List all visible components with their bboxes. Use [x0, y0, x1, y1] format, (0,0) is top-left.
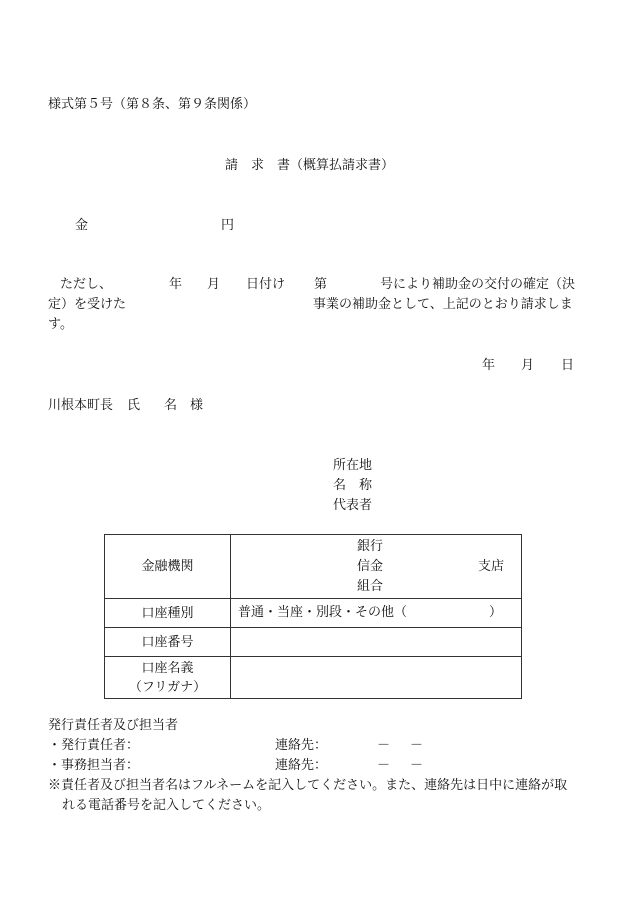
body-ref: 号により補助金の交付の確定（決	[380, 277, 576, 292]
account-name-label-cell	[105, 657, 231, 699]
staff-dash-2: －	[410, 758, 424, 773]
document-title: 請 求 書（概算払請求書）	[225, 158, 395, 173]
body-dai: 第	[314, 277, 328, 292]
branch-label: 支店	[478, 559, 505, 574]
institution-label: 金融機関	[105, 535, 231, 599]
issuer-contact-label: 連絡先：	[275, 738, 328, 753]
date-month: 月	[521, 358, 535, 373]
staff-dash-1: －	[377, 758, 391, 773]
table-row	[105, 657, 522, 699]
account-number-field[interactable]	[231, 628, 522, 657]
account-name-kana: （フリガナ）	[128, 679, 207, 695]
responsibility-heading: 発行責任者及び担当者	[48, 718, 179, 733]
form-number: 様式第５号（第８条、第９条関係）	[48, 97, 257, 112]
addressee-uji: 氏	[127, 398, 141, 413]
date-day: 日	[561, 358, 575, 373]
date-year: 年	[482, 358, 496, 373]
body-month: 月	[207, 277, 221, 292]
body-line-2-start: 定）を受けた	[48, 297, 127, 312]
applicant-address-label: 所在地	[333, 458, 373, 473]
body-day-dated: 日付け	[246, 277, 286, 292]
applicant-rep-label: 代表者	[333, 498, 373, 513]
addressee-org: 川根本町長	[48, 398, 114, 413]
amount-unit: 円	[221, 218, 235, 233]
table-row	[105, 599, 522, 628]
institution-field[interactable]	[231, 535, 522, 599]
body-year: 年	[169, 277, 183, 292]
issuer-label: ・発行責任者：	[48, 738, 140, 753]
kumiai-option: 組合	[357, 579, 384, 594]
applicant-name-label: 名 称	[333, 478, 373, 493]
account-type-options: 普通・当座・別段・その他（	[238, 605, 408, 620]
body-line-2-rest: 事業の補助金として、上記のとおり請求しま	[313, 297, 573, 312]
account-type-close: ）	[489, 605, 503, 620]
staff-label: ・事務担当者：	[48, 758, 140, 773]
account-type-label: 口座種別	[105, 599, 231, 628]
amount-prefix: 金	[75, 218, 89, 233]
shinkin-option: 信金	[357, 559, 384, 574]
body-line-3: す。	[48, 317, 73, 332]
account-name-field[interactable]	[231, 657, 522, 699]
account-name-label: 口座名義	[141, 660, 194, 676]
issuer-dash-1: －	[377, 738, 391, 753]
account-type-field[interactable]	[231, 599, 522, 628]
issuer-dash-2: －	[410, 738, 424, 753]
note-line-1: ※責任者及び担当者名はフルネームを記入してください。また、連絡先は日中に連絡が取	[48, 778, 568, 793]
bank-option: 銀行	[357, 539, 384, 554]
bank-account-table	[104, 534, 522, 699]
body-line-1: ただし、	[60, 277, 113, 292]
staff-contact-label: 連絡先：	[275, 758, 328, 773]
addressee-mei: 名	[164, 398, 178, 413]
table-row	[105, 535, 522, 599]
project-name-field[interactable]	[130, 296, 305, 314]
addressee-sama: 様	[190, 398, 204, 413]
amount-field[interactable]	[95, 217, 215, 235]
note-line-2: れる電話番号を記入してください。	[62, 798, 271, 813]
table-row	[105, 628, 522, 657]
account-number-label: 口座番号	[105, 628, 231, 657]
